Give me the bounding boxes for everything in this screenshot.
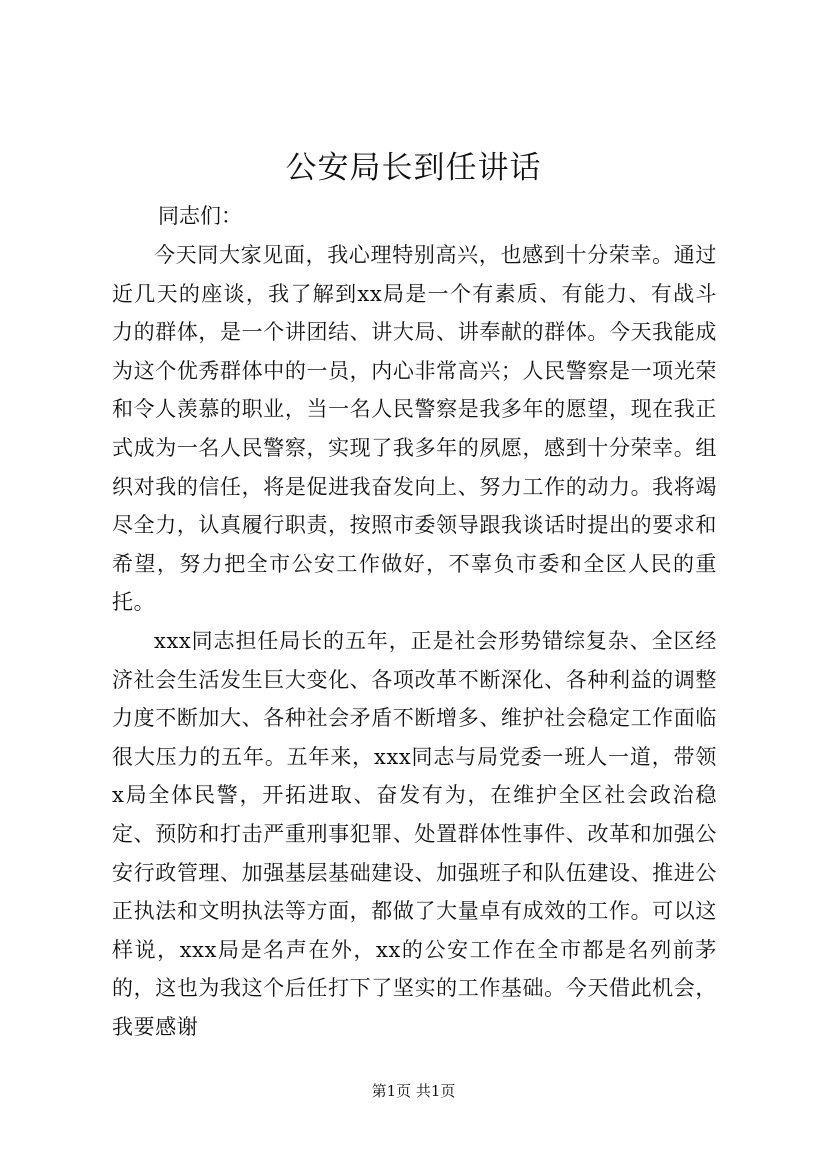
document-title: 公安局长到任讲话: [285, 150, 542, 186]
paragraph-1: 今天同大家见面，我心理特别高兴，也感到十分荣幸。通过近几天的座谈，我了解到xx局是一个有素质、有能力、有战斗力的群体，是一个讲团结、讲大局、讲奉献的群体。今天我能成为这个优秀群体中的一员，内心非常高兴；人民警察是一项光荣和令人羡慕的职业，当一名人民警察是我多年的愿望，现在我正式成为一名人民警察，实现了我多年的夙愿，感到十分荣幸。组织对我的信任，将是促进我奋发向上、努力工作的动力。我将竭尽全力，认真履行职责，按照市委领导跟我谈话时提出的要求和希望，努力把全市公安工作做好，不辜负市委和全区人民的重托。: [112, 243, 717, 615]
document-body: [112, 236, 717, 1046]
paragraph-2: xxx同志担任局长的五年，正是社会形势错综复杂、全区经济社会生活发生巨大变化、各项改革不断深化、各种利益的调整力度不断加大、各种社会矛盾不断增多、维护社会稳定工作面临很大压力的五年。五年来，xxx同志与局党委一班人一道，带领x局全体民警，开拓进取、奋发有为，在维护全区社会政治稳定、预防和打击严重刑事犯罪、处置群体性事件、改革和加强公安行政管理、加强基层基础建设、加强班子和队伍建设、推进公正执法和文明执法等方面，都做了大量卓有成效的工作。可以这样说，xxx局是名声在外，xx的公安工作在全市都是名列前茅的，这也为我这个后任打下了坚实的工作基础。今天借此机会，我要感谢: [112, 628, 717, 1039]
page-footer: 第1页 共1页: [371, 1082, 456, 1100]
greeting-line: 同志们：: [158, 204, 242, 228]
